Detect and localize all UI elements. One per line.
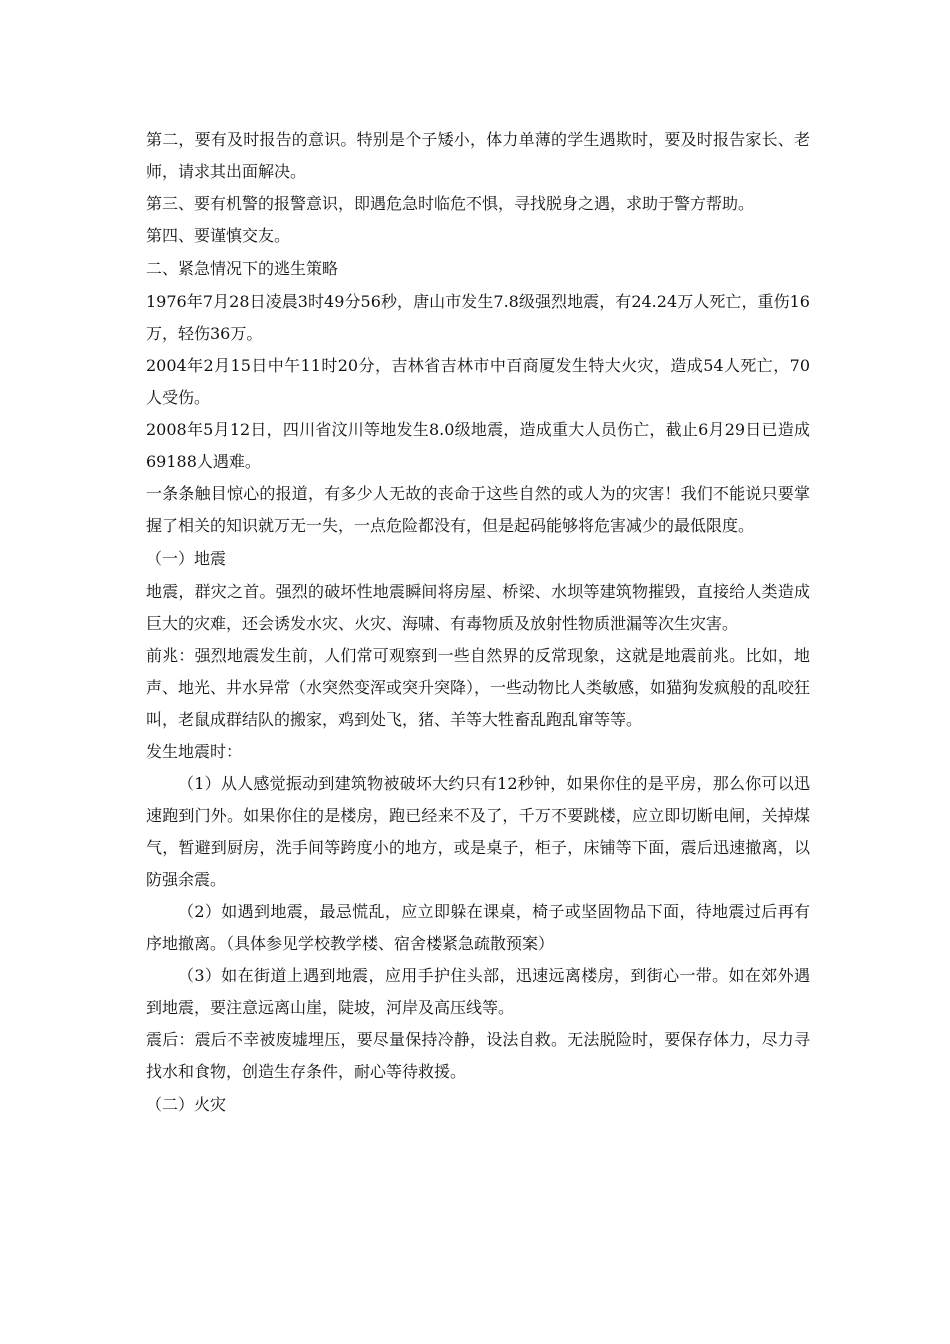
paragraph-earthquake-step-2: （2）如遇到地震，最忌慌乱，应立即躲在课桌，椅子或坚固物品下面，待地震过后再有序地撤离。（具体参见学校教学楼、宿舍楼紧急疏散预案）	[146, 902, 810, 953]
paragraph-after-earthquake: 震后：震后不幸被废墟埋压，要尽量保持冷静，设法自救。无法脱险时，要保存体力，尽力寻找水和食物，创造生存条件，耐心等待救援。	[146, 1030, 810, 1081]
paragraph-earthquake-precursors: 前兆：强烈地震发生前，人们常可观察到一些自然界的反常现象，这就是地震前兆。比如，地声、地光、井水异常（水突然变浑或突升突降），一些动物比人类敏感，如猫狗发疯般的乱咬狂叫，老鼠成群结队的搬家，鸡到处飞，猪、羊等大牲畜乱跑乱窜等等。	[146, 646, 811, 729]
section-heading-escape-strategy: 二、紧急情况下的逃生策略	[146, 259, 339, 278]
paragraph-wenchuan-earthquake: 2008年5月12日，四川省汶川等地发生8.0级地震，造成重大人员伤亡，截止6月29日已造成69188人遇难。	[146, 420, 810, 471]
paragraph-earthquake-intro: 地震，群灾之首。强烈的破坏性地震瞬间将房屋、桥梁、水坝等建筑物摧毁，直接给人类造成巨大的灾难，还会诱发水灾、火灾、海啸、有毒物质及放射性物质泄漏等次生灾害。	[146, 582, 810, 633]
paragraph-jilin-fire: 2004年2月15日中午11时20分，吉林省吉林市中百商厦发生特大火灾，造成54人死亡，70人受伤。	[146, 356, 810, 407]
paragraph-alarm-awareness: 第三、要有机警的报警意识，即遇危急时临危不惧，寻找脱身之遇，求助于警方帮助。	[146, 194, 755, 213]
paragraph-earthquake-step-1: （1）从人感觉振动到建筑物被破坏大约只有12秒钟，如果你住的是平房，那么你可以迅速跑到门外。如果你住的是楼房，跑已经来不及了，千万不要跳楼，应立即切断电闸，关掉煤气，暂避到厨房，洗手间等跨度小的地方，或是桌子，柜子，床铺等下面，震后迅速撤离，以防强余震。	[146, 774, 810, 889]
paragraph-during-earthquake: 发生地震时：	[146, 742, 243, 761]
paragraph-careful-friends: 第四、要谨慎交友。	[146, 226, 291, 245]
paragraph-report-awareness: 第二，要有及时报告的意识。特别是个子矮小，体力单薄的学生遇欺时，要及时报告家长、老师，请求其出面解决。	[146, 130, 810, 181]
paragraph-reflection: 一条条触目惊心的报道，有多少人无故的丧命于这些自然的或人为的灾害！我们不能说只要掌握了相关的知识就万无一失，一点危险都没有，但是起码能够将危害减少的最低限度。	[146, 484, 810, 535]
paragraph-earthquake-step-3: （3）如在街道上遇到地震，应用手护住头部，迅速远离楼房，到街心一带。如在郊外遇到地震，要注意远离山崖，陡坡，河岸及高压线等。	[146, 966, 810, 1017]
document-body	[146, 124, 810, 1122]
subsection-heading-fire: （二）火灾	[146, 1095, 227, 1114]
subsection-heading-earthquake: （一）地震	[146, 549, 227, 568]
paragraph-tangshan-earthquake: 1976年7月28日凌晨3时49分56秒，唐山市发生7.8级强烈地震，有24.24万人死亡，重伤16万，轻伤36万。	[146, 292, 810, 343]
